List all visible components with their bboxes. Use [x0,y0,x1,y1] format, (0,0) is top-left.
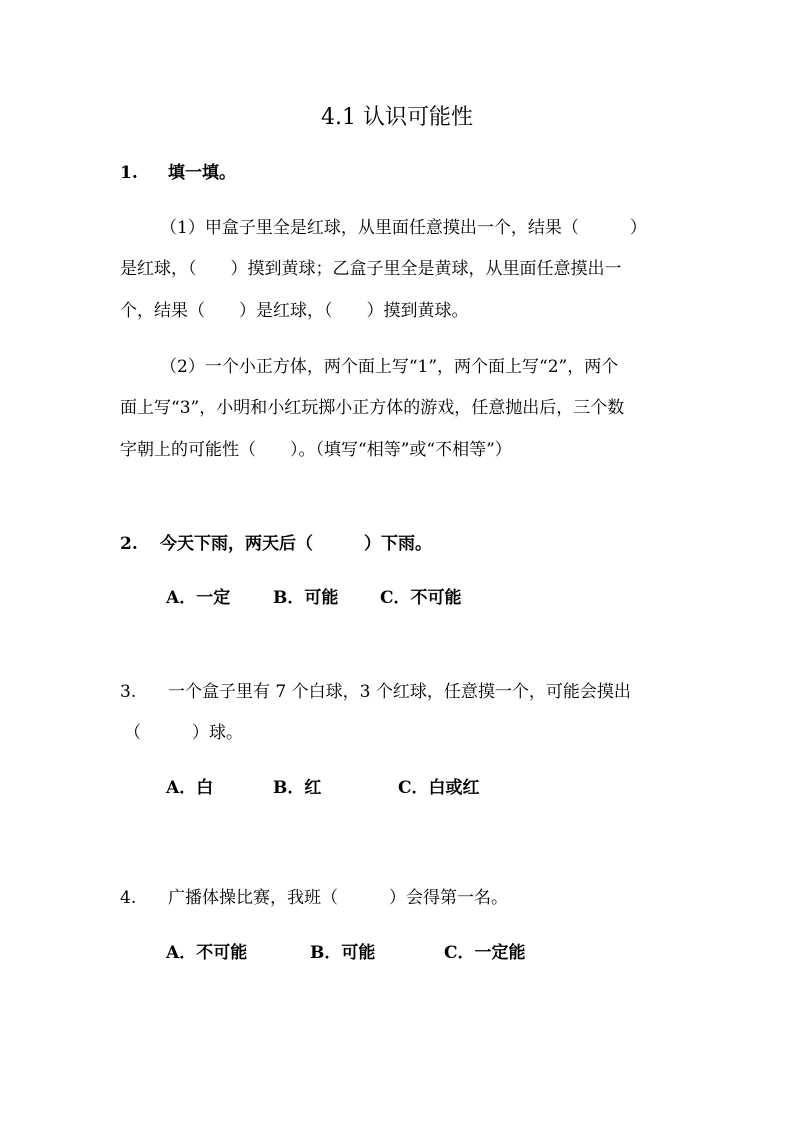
page-title: 4.1 认识可能性 [321,105,473,130]
q2-option-b: B．可能 [273,588,339,608]
q2-option-c: C．不可能 [380,588,462,608]
q1-part1-line3: 个，结果（ ）是红球，（ ）摸到黄球。 [120,301,469,321]
q3-option-c: C．白或红 [398,778,480,798]
q1-part1-line2: 是红球，（ ）摸到黄球；乙盒子里全是黄球，从里面任意摸出一 [120,259,622,279]
q2-option-a: A．一定 [166,588,231,608]
q4-option-c: C．一定能 [444,943,526,963]
q4-prompt: 广播体操比赛，我班（ ）会得第一名。 [168,888,508,908]
q1-part2-line2: 面上写“3”，小明和小红玩掷小正方体的游戏，任意抛出后，三个数 [120,398,625,418]
q3-number: 3. [120,682,137,702]
q1-part2-line1: （2）一个小正方体，两个面上写“1”，两个面上写“2”，两个 [160,357,619,377]
q3-option-b: B．红 [273,778,322,798]
q2-number: 2. [120,534,138,554]
q4-number: 4. [120,888,137,908]
q2-prompt: 今天下雨，两天后（ ）下雨。 [160,534,432,554]
q3-option-a: A．白 [166,778,214,798]
q3-line1: 一个盒子里有 7 个白球，3 个红球，任意摸一个，可能会摸出 [168,682,631,702]
q1-prompt: 填一填。 [168,163,236,183]
q4-option-a: A．不可能 [166,943,248,963]
q4-option-b: B．可能 [310,943,376,963]
q1-number: 1. [120,163,138,183]
q3-line2: （ ）球。 [124,723,243,743]
q1-part2-line3: 字朝上的可能性（ ）。（填写“相等”或“不相等”） [120,440,512,460]
q1-part1-line1: （1）甲盒子里全是红球，从里面任意摸出一个，结果（ ） [160,218,647,238]
